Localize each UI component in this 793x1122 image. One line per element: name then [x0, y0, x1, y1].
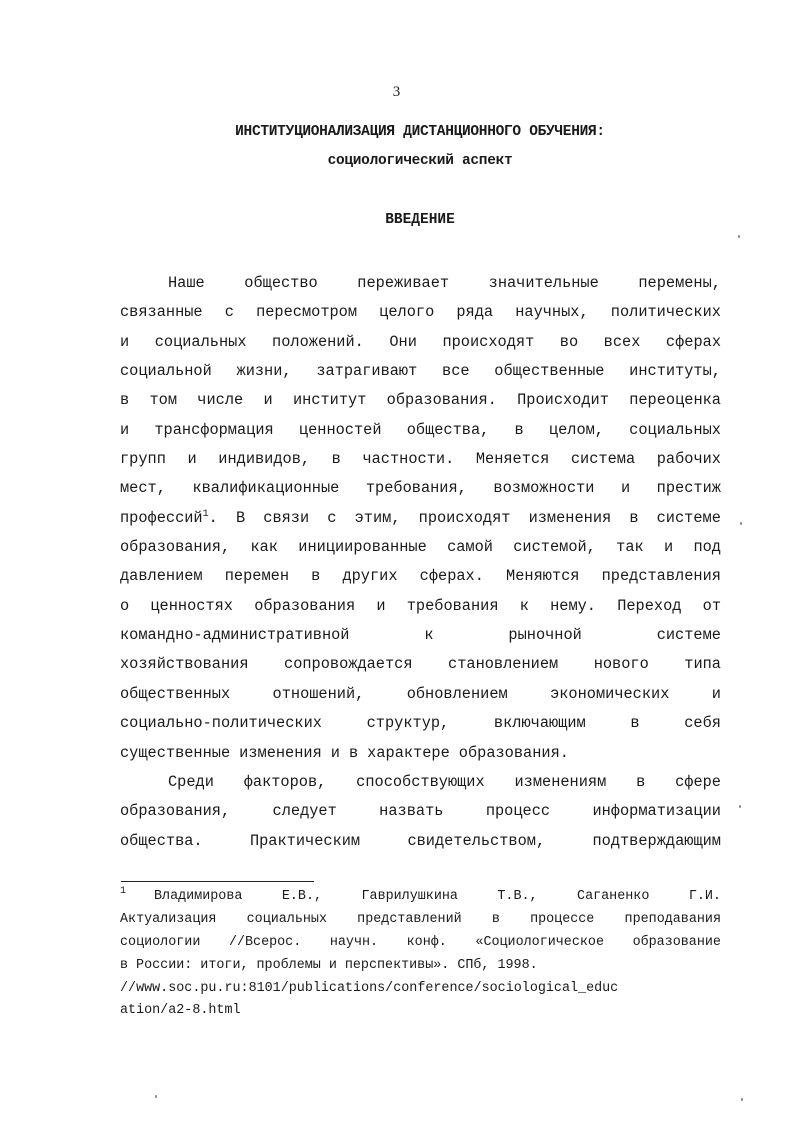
word: характере [367, 743, 450, 762]
word: социальных [154, 332, 247, 351]
word: и [187, 450, 197, 469]
word: под [693, 538, 721, 557]
word: изменения [528, 508, 612, 527]
footnote-word: Владимирова [154, 889, 243, 904]
word: рыночной [508, 626, 582, 645]
word: с [224, 303, 234, 322]
word: трансформация [154, 420, 274, 439]
word: Меняются [506, 567, 580, 586]
section-heading: ВВЕДЕНИЕ [385, 212, 455, 228]
word: перемен [224, 567, 290, 586]
word: Они [389, 332, 417, 351]
word: типа [684, 655, 721, 674]
word: групп [120, 450, 166, 469]
footnote-word: проблемы [256, 957, 321, 973]
word: происходят [442, 332, 535, 351]
footnote-authors [154, 886, 721, 909]
word: положений. [272, 332, 364, 351]
word: самой [447, 538, 493, 557]
footnote-word: в [491, 911, 500, 927]
word: общество [244, 274, 318, 292]
footnote-word: социальных [246, 911, 327, 927]
body-line [120, 621, 721, 650]
word: и [663, 538, 674, 557]
word: пересмотром [256, 303, 358, 322]
body-line-with-footnote [120, 504, 721, 533]
word: целого [379, 303, 435, 322]
word: в [630, 714, 640, 733]
footnote-word: научн. [329, 934, 379, 950]
footnote-word: 1998. [497, 957, 538, 973]
word: Происходит [517, 391, 609, 410]
scan-speck [738, 235, 740, 238]
footnote-word: перспективы». [344, 957, 450, 973]
word: затрагивают [316, 362, 418, 381]
body-text [120, 269, 721, 856]
word: значительные [488, 274, 599, 292]
word: институт [292, 391, 367, 410]
word-text: профессий [120, 508, 203, 527]
word: общества. [120, 831, 203, 850]
word: всех [603, 332, 641, 351]
word: сферах. [419, 567, 484, 586]
body-line [120, 533, 721, 562]
word: В [235, 508, 246, 527]
word: связанные [120, 303, 203, 322]
footnote-line-4 [120, 955, 721, 978]
scan-speck [740, 522, 742, 525]
body-line [120, 797, 721, 826]
footnote-word: России: [136, 957, 193, 973]
footnote-word: процессе [530, 911, 595, 927]
word: общества, [406, 420, 490, 439]
word: изменениям [514, 772, 607, 791]
footnote-word: «Социологическое [475, 934, 604, 950]
word: в [629, 508, 639, 527]
word: институты, [629, 362, 721, 381]
word: престиж [656, 479, 721, 498]
word: образования. [386, 391, 497, 410]
footnote-word: Саганенко [577, 889, 650, 904]
body-line [120, 328, 721, 357]
word: от [702, 596, 721, 615]
footnote-word: Е.В., [281, 889, 323, 904]
footnote [120, 886, 721, 1023]
document-title-line-1: ИНСТИТУЦИОНАЛИЗАЦИЯ ДИСТАНЦИОННОГО ОБУЧЕНИЯ: [235, 124, 605, 140]
footnote-line-3 [120, 932, 721, 955]
word: и [620, 479, 631, 498]
footnote-marker: 1 [120, 886, 127, 897]
word: образования, [120, 802, 231, 821]
word: целом, [548, 420, 604, 439]
word: общественных [120, 684, 231, 703]
body-line [120, 474, 721, 503]
word: жизни, [236, 362, 292, 381]
word: Переход [617, 596, 682, 615]
word: назвать [379, 802, 444, 821]
word: все [442, 362, 470, 381]
word: и [376, 596, 386, 615]
word [120, 504, 218, 533]
scan-speck [741, 1098, 743, 1101]
footnote-word: //Всерос. [228, 934, 302, 950]
word: существенные [120, 743, 231, 762]
word: возможности [493, 479, 595, 498]
footnote-word: и [328, 957, 337, 973]
word: сопровождается [284, 655, 413, 674]
body-line [120, 680, 721, 709]
word: нового [593, 655, 649, 674]
word: командно-административной [120, 626, 350, 645]
word: себя [684, 714, 721, 733]
word: информатизации [592, 802, 721, 821]
word: социальных [629, 420, 721, 439]
word: с [327, 508, 337, 527]
word: система [570, 450, 636, 469]
word: системе [656, 508, 721, 527]
document-title-line-2: социологический аспект [327, 153, 513, 169]
body-line [120, 445, 721, 474]
footnote-word: Г.И. [688, 889, 721, 904]
footnote-line-2 [120, 909, 721, 932]
word: в [120, 391, 130, 410]
word: образования, [120, 538, 231, 557]
word: числе [197, 391, 244, 410]
body-line [120, 298, 721, 327]
word: подтверждающим [592, 831, 721, 850]
word: в [514, 420, 524, 439]
word: происходят [418, 508, 511, 527]
word: в [311, 567, 321, 586]
footnote-word: социологии [120, 934, 201, 950]
word: ряда [456, 303, 494, 322]
word: сфере [675, 772, 721, 791]
word: мест, [120, 479, 166, 498]
word: следует [272, 802, 337, 821]
word: требования, [365, 479, 467, 498]
word: процесс [485, 802, 551, 821]
word: о [120, 596, 130, 615]
footnote-word: в [120, 957, 129, 973]
word: и [711, 684, 721, 703]
word: отношений, [272, 684, 365, 703]
footnote-word: образование [632, 934, 721, 950]
word: других [342, 567, 398, 586]
body-line [120, 739, 721, 768]
word: Среди [168, 772, 214, 791]
word: становлением [448, 655, 559, 674]
word: частности. [362, 450, 455, 469]
word: связи [263, 508, 310, 527]
footnote-word: преподавания [624, 911, 721, 927]
word: требования [406, 596, 499, 615]
footnote-word: Гаврилушкина [361, 889, 458, 904]
body-line [120, 386, 721, 415]
word: . [208, 508, 218, 527]
word: сферах [665, 332, 721, 351]
word: к [424, 626, 434, 645]
word: так [616, 538, 644, 557]
word: системе [656, 626, 721, 645]
word: способствующих [356, 772, 485, 791]
footnote-line-1 [120, 886, 721, 909]
word: социальной [120, 362, 212, 381]
footnote-word: представлений [357, 911, 462, 927]
word: рабочих [656, 450, 721, 469]
word: этим, [354, 508, 401, 527]
word: Меняется [475, 450, 550, 469]
word: давлением [120, 567, 203, 586]
body-line [120, 562, 721, 591]
word: системой, [513, 538, 596, 557]
footnote-reference[interactable]: 1 [202, 508, 209, 520]
word: ценностей [298, 420, 382, 439]
word: в [636, 772, 646, 791]
word: индивидов, [218, 450, 311, 469]
word: изменения [239, 743, 322, 762]
word: и [330, 743, 340, 762]
word: свидетельством, [407, 831, 546, 850]
word: как [250, 538, 278, 557]
word: экономических [550, 684, 670, 703]
word: перемены, [638, 274, 721, 292]
word: общественные [494, 362, 605, 381]
footnote-url-line: //www.soc.pu.ru:8101/publications/conference/sociological_educ [120, 980, 619, 996]
word: во [559, 332, 579, 351]
footnote-url-line: ation/a2-8.html [120, 1003, 241, 1019]
footnote-word: конф. [406, 934, 447, 950]
word: Практическим [249, 831, 361, 850]
word: факторов, [243, 772, 327, 791]
word: научных, [515, 303, 589, 322]
word: инициированные [298, 538, 427, 557]
footnote-word: Т.В., [497, 889, 538, 904]
word: в [331, 450, 341, 469]
word: включающим [493, 714, 586, 733]
footnote-word: итоги, [200, 957, 249, 973]
word: и [120, 420, 130, 439]
word: обновлением [406, 684, 508, 703]
body-line [120, 650, 721, 679]
word: представления [601, 567, 721, 586]
word: в [348, 743, 359, 762]
word: политических [610, 303, 721, 322]
footnote-word: СПб, [457, 957, 490, 973]
word: том [149, 391, 178, 410]
word: к [519, 596, 529, 615]
word: и [263, 391, 273, 410]
word: ценностях [150, 596, 233, 615]
word: Наше [168, 274, 205, 292]
word: переоценка [629, 391, 721, 410]
word: структур, [366, 714, 450, 733]
scan-speck [155, 1095, 157, 1098]
body-line [120, 827, 721, 856]
body-line [120, 709, 721, 738]
body-line [120, 592, 721, 621]
word: образования. [458, 743, 569, 762]
body-line [120, 768, 721, 797]
word: образования [254, 596, 356, 615]
body-line [120, 269, 721, 298]
word: квалификационные [192, 479, 340, 498]
word: социально-политических [120, 714, 322, 733]
footnote-word: Актуализация [120, 911, 217, 927]
body-line [120, 416, 721, 445]
word: хозяйствования [120, 655, 249, 674]
page-number: 3 [392, 84, 401, 100]
word: нему. [550, 596, 596, 615]
body-line [120, 357, 721, 386]
word: переживает [357, 274, 450, 292]
word: и [120, 332, 130, 351]
scan-speck [739, 805, 741, 808]
